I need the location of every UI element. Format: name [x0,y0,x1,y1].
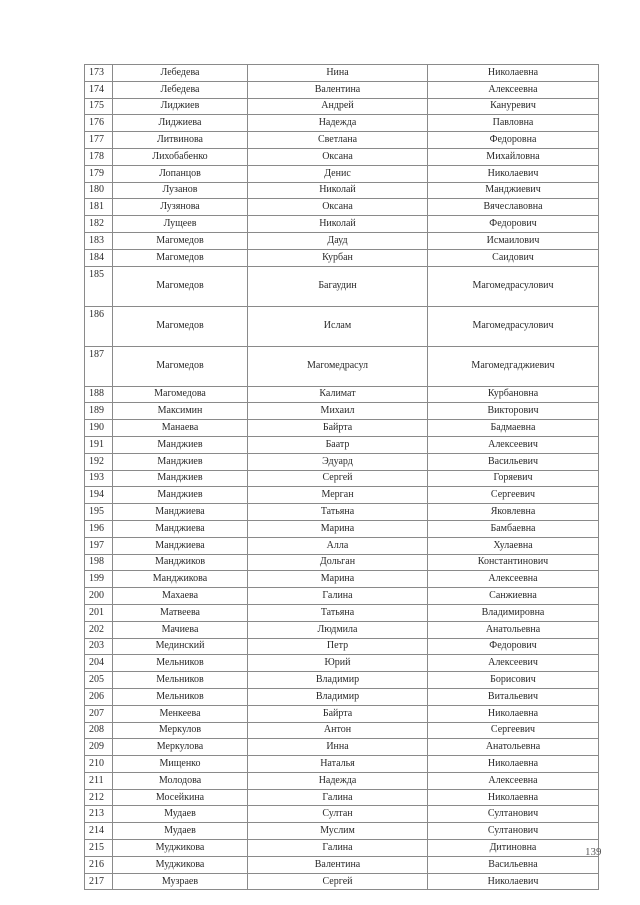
first-name-cell: Байрта [248,705,428,722]
first-name-cell: Галина [248,588,428,605]
table-row [85,873,599,890]
first-name-cell: Галина [248,840,428,857]
table-row [85,739,599,756]
row-number-cell: 195 [85,504,113,521]
first-name-cell: Баатр [248,436,428,453]
row-number-cell: 199 [85,571,113,588]
patronymic-cell: Султанович [428,823,599,840]
table-row [85,249,599,266]
first-name-cell: Курбан [248,249,428,266]
row-number-cell: 173 [85,65,113,82]
row-number-cell: 191 [85,436,113,453]
row-number-cell: 186 [85,306,113,346]
row-number-cell: 201 [85,604,113,621]
patronymic-cell: Саидович [428,249,599,266]
row-number-cell: 210 [85,756,113,773]
last-name-cell: Магомедов [113,266,248,306]
patronymic-cell: Курбановна [428,386,599,403]
patronymic-cell: Бамбаевна [428,520,599,537]
table-row [85,216,599,233]
last-name-cell: Манджиева [113,504,248,521]
patronymic-cell: Кануревич [428,98,599,115]
table-row [85,823,599,840]
table-row [85,346,599,386]
table-row [85,98,599,115]
row-number-cell: 206 [85,688,113,705]
row-number-cell: 188 [85,386,113,403]
row-number-cell: 184 [85,249,113,266]
first-name-cell: Антон [248,722,428,739]
last-name-cell: Лузанов [113,182,248,199]
first-name-cell: Багаудин [248,266,428,306]
last-name-cell: Муджикова [113,840,248,857]
first-name-cell: Михаил [248,403,428,420]
row-number-cell: 204 [85,655,113,672]
row-number-cell: 205 [85,672,113,689]
last-name-cell: Максимин [113,403,248,420]
patronymic-cell: Магомедрасулович [428,266,599,306]
patronymic-cell: Николаевна [428,705,599,722]
last-name-cell: Магомедов [113,306,248,346]
row-number-cell: 203 [85,638,113,655]
table-row [85,655,599,672]
first-name-cell: Надежда [248,772,428,789]
first-name-cell: Николай [248,182,428,199]
patronymic-cell: Манджиевич [428,182,599,199]
table-row [85,487,599,504]
patronymic-cell: Федорович [428,638,599,655]
row-number-cell: 213 [85,806,113,823]
table-row [85,638,599,655]
row-number-cell: 179 [85,165,113,182]
row-number-cell: 200 [85,588,113,605]
last-name-cell: Манджиев [113,436,248,453]
last-name-cell: Манджиева [113,520,248,537]
first-name-cell: Владимир [248,688,428,705]
table-row [85,621,599,638]
last-name-cell: Лузянова [113,199,248,216]
patronymic-cell: Магомедрасулович [428,306,599,346]
first-name-cell: Калимат [248,386,428,403]
first-name-cell: Дольган [248,554,428,571]
table-row [85,199,599,216]
row-number-cell: 212 [85,789,113,806]
table-row [85,470,599,487]
last-name-cell: Меркулов [113,722,248,739]
patronymic-cell: Вячеславовна [428,199,599,216]
roster-table-body [85,65,599,890]
last-name-cell: Мельников [113,655,248,672]
table-row [85,705,599,722]
last-name-cell: Лопанцов [113,165,248,182]
last-name-cell: Муджикова [113,856,248,873]
last-name-cell: Молодова [113,772,248,789]
patronymic-cell: Анатольевна [428,621,599,638]
row-number-cell: 211 [85,772,113,789]
last-name-cell: Мельников [113,672,248,689]
patronymic-cell: Яковлевна [428,504,599,521]
last-name-cell: Музраев [113,873,248,890]
table-row [85,537,599,554]
first-name-cell: Надежда [248,115,428,132]
patronymic-cell: Викторович [428,403,599,420]
first-name-cell: Ислам [248,306,428,346]
last-name-cell: Лебедева [113,65,248,82]
table-row [85,504,599,521]
table-row [85,165,599,182]
first-name-cell: Марина [248,571,428,588]
row-number-cell: 192 [85,453,113,470]
patronymic-cell: Алексеевна [428,81,599,98]
last-name-cell: Мельников [113,688,248,705]
last-name-cell: Манджиев [113,487,248,504]
patronymic-cell: Алексеевна [428,772,599,789]
row-number-cell: 214 [85,823,113,840]
last-name-cell: Лебедева [113,81,248,98]
table-row [85,148,599,165]
table-row [85,789,599,806]
patronymic-cell: Исмаилович [428,232,599,249]
first-name-cell: Инна [248,739,428,756]
page-number: 139 [585,846,602,858]
table-row [85,806,599,823]
table-row [85,756,599,773]
table-row [85,386,599,403]
patronymic-cell: Николаевна [428,789,599,806]
table-row [85,571,599,588]
last-name-cell: Мосейкина [113,789,248,806]
table-row [85,772,599,789]
row-number-cell: 185 [85,266,113,306]
table-row [85,840,599,857]
patronymic-cell: Сергеевич [428,722,599,739]
first-name-cell: Сергей [248,470,428,487]
last-name-cell: Манджиев [113,470,248,487]
last-name-cell: Лущеев [113,216,248,233]
table-row [85,232,599,249]
row-number-cell: 217 [85,873,113,890]
first-name-cell: Владимир [248,672,428,689]
row-number-cell: 209 [85,739,113,756]
row-number-cell: 215 [85,840,113,857]
row-number-cell: 202 [85,621,113,638]
row-number-cell: 207 [85,705,113,722]
patronymic-cell: Бадмаевна [428,420,599,437]
patronymic-cell: Хулаевна [428,537,599,554]
last-name-cell: Магомедов [113,249,248,266]
last-name-cell: Мачиева [113,621,248,638]
patronymic-cell: Николаевна [428,756,599,773]
last-name-cell: Менкеева [113,705,248,722]
table-row [85,403,599,420]
first-name-cell: Муслим [248,823,428,840]
table-row [85,81,599,98]
first-name-cell: Валентина [248,81,428,98]
patronymic-cell: Горяевич [428,470,599,487]
first-name-cell: Наталья [248,756,428,773]
row-number-cell: 194 [85,487,113,504]
patronymic-cell: Сергеевич [428,487,599,504]
table-row [85,520,599,537]
row-number-cell: 183 [85,232,113,249]
last-name-cell: Манджиков [113,554,248,571]
table-row [85,420,599,437]
row-number-cell: 189 [85,403,113,420]
table-row [85,588,599,605]
last-name-cell: Махаева [113,588,248,605]
last-name-cell: Литвинова [113,132,248,149]
first-name-cell: Алла [248,537,428,554]
last-name-cell: Магомедов [113,346,248,386]
table-row [85,672,599,689]
patronymic-cell: Дитиновна [428,840,599,857]
last-name-cell: Манджиев [113,453,248,470]
row-number-cell: 182 [85,216,113,233]
last-name-cell: Мищенко [113,756,248,773]
patronymic-cell: Магомедгаджиевич [428,346,599,386]
row-number-cell: 181 [85,199,113,216]
first-name-cell: Татьяна [248,604,428,621]
last-name-cell: Меркулова [113,739,248,756]
patronymic-cell: Николаевич [428,873,599,890]
patronymic-cell: Борисович [428,672,599,689]
table-row [85,306,599,346]
row-number-cell: 180 [85,182,113,199]
first-name-cell: Дауд [248,232,428,249]
first-name-cell: Байрта [248,420,428,437]
patronymic-cell: Михайловна [428,148,599,165]
table-row [85,856,599,873]
row-number-cell: 178 [85,148,113,165]
table-row [85,688,599,705]
last-name-cell: Лихобабенко [113,148,248,165]
first-name-cell: Денис [248,165,428,182]
last-name-cell: Лиджиева [113,115,248,132]
row-number-cell: 197 [85,537,113,554]
last-name-cell: Мудаев [113,806,248,823]
first-name-cell: Светлана [248,132,428,149]
last-name-cell: Матвеева [113,604,248,621]
row-number-cell: 190 [85,420,113,437]
patronymic-cell: Султанович [428,806,599,823]
table-row [85,182,599,199]
table-row [85,132,599,149]
last-name-cell: Лиджиев [113,98,248,115]
patronymic-cell: Николаевна [428,65,599,82]
row-number-cell: 187 [85,346,113,386]
last-name-cell: Магомедов [113,232,248,249]
row-number-cell: 175 [85,98,113,115]
patronymic-cell: Санжиевна [428,588,599,605]
patronymic-cell: Алексеевна [428,571,599,588]
table-row [85,604,599,621]
row-number-cell: 216 [85,856,113,873]
row-number-cell: 208 [85,722,113,739]
table-row [85,266,599,306]
last-name-cell: Манджиева [113,537,248,554]
table-row [85,554,599,571]
first-name-cell: Сергей [248,873,428,890]
row-number-cell: 198 [85,554,113,571]
first-name-cell: Нина [248,65,428,82]
row-number-cell: 193 [85,470,113,487]
first-name-cell: Эдуард [248,453,428,470]
table-row [85,453,599,470]
patronymic-cell: Константинович [428,554,599,571]
last-name-cell: Мудаев [113,823,248,840]
first-name-cell: Марина [248,520,428,537]
table-row [85,115,599,132]
patronymic-cell: Павловна [428,115,599,132]
patronymic-cell: Витальевич [428,688,599,705]
last-name-cell: Мединский [113,638,248,655]
row-number-cell: 174 [85,81,113,98]
first-name-cell: Галина [248,789,428,806]
patronymic-cell: Федорович [428,216,599,233]
first-name-cell: Магомедрасул [248,346,428,386]
roster-table [84,64,599,890]
row-number-cell: 177 [85,132,113,149]
table-row [85,65,599,82]
patronymic-cell: Васильевич [428,453,599,470]
last-name-cell: Манаева [113,420,248,437]
patronymic-cell: Анатольевна [428,739,599,756]
first-name-cell: Валентина [248,856,428,873]
first-name-cell: Петр [248,638,428,655]
first-name-cell: Султан [248,806,428,823]
first-name-cell: Мерган [248,487,428,504]
patronymic-cell: Владимировна [428,604,599,621]
first-name-cell: Николай [248,216,428,233]
table-row [85,436,599,453]
first-name-cell: Оксана [248,199,428,216]
row-number-cell: 176 [85,115,113,132]
row-number-cell: 196 [85,520,113,537]
first-name-cell: Оксана [248,148,428,165]
patronymic-cell: Федоровна [428,132,599,149]
patronymic-cell: Николаевич [428,165,599,182]
table-row [85,722,599,739]
patronymic-cell: Алексеевич [428,436,599,453]
first-name-cell: Юрий [248,655,428,672]
first-name-cell: Андрей [248,98,428,115]
patronymic-cell: Васильевна [428,856,599,873]
last-name-cell: Манджикова [113,571,248,588]
patronymic-cell: Алексеевич [428,655,599,672]
first-name-cell: Татьяна [248,504,428,521]
last-name-cell: Магомедова [113,386,248,403]
first-name-cell: Людмила [248,621,428,638]
